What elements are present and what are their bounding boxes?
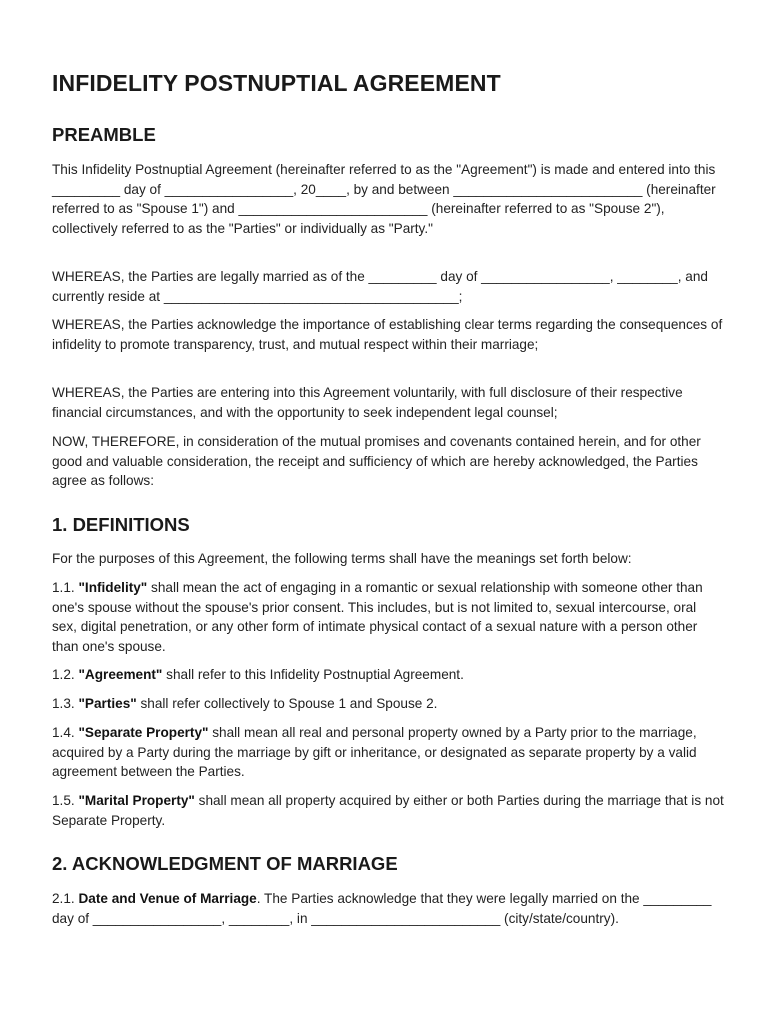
- preamble-intro-paragraph: This Infidelity Postnuptial Agreement (hereinafter referred to as the "Agreement") is made and entered into this _________ day of _________________, 20____, by and between _________________________ (hereinafter referred to as "Spouse 1") and _________________________ (hereinafter referred to as "Spouse 2"), collectively referred to as the "Parties" or individually as "Party.": [52, 162, 716, 236]
- whereas-voluntary-paragraph: WHEREAS, the Parties are entering into this Agreement voluntarily, with full disclosure of their respective financial circumstances, and with the opportunity to seek independent legal counsel;: [52, 385, 683, 420]
- clause-term: Date and Venue of Marriage: [78, 891, 257, 906]
- definition-number: 1.1.: [52, 580, 75, 595]
- whereas-consequences-paragraph: WHEREAS, the Parties acknowledge the importance of establishing clear terms regarding the consequences of infidelity to promote transparency, trust, and mutual respect within their marriage;: [52, 317, 723, 352]
- acknowledgment-heading: 2. ACKNOWLEDGMENT OF MARRIAGE: [52, 853, 398, 874]
- definition-text: shall mean all property acquired by either or both Parties during the marriage that is not Separate Property.: [52, 793, 724, 828]
- document-title: INFIDELITY POSTNUPTIAL AGREEMENT: [52, 70, 501, 96]
- clause-number: 2.1.: [52, 891, 75, 906]
- preamble-heading: PREAMBLE: [52, 124, 156, 145]
- clause-text: . The Parties acknowledge that they were legally married on the _________ day of _________________, ________, in _________________________ (city/state/country).: [52, 891, 712, 926]
- definition-term: "Separate Property": [78, 725, 209, 740]
- definition-term: "Parties": [78, 696, 137, 711]
- definition-text: shall mean all real and personal property owned by a Party prior to the marriage, acquired by a Party during the marriage by gift or inheritance, or designated as separate property by a valid agreement between the Parties.: [52, 725, 697, 779]
- definition-item-separate-property: [52, 723, 724, 782]
- definition-term: "Agreement": [78, 667, 163, 682]
- definition-number: 1.3.: [52, 696, 75, 711]
- definition-number: 1.4.: [52, 725, 75, 740]
- definition-text: shall refer to this Infidelity Postnuptial Agreement.: [166, 667, 464, 682]
- definition-term: "Infidelity": [78, 580, 148, 595]
- now-therefore-paragraph: NOW, THEREFORE, in consideration of the mutual promises and covenants contained herein, and for other good and valuable consideration, the receipt and sufficiency of which are hereby acknowledged, the Parties agree as follows:: [52, 434, 701, 488]
- definition-item-marital-property: [52, 791, 724, 830]
- definition-item-infidelity: [52, 578, 724, 656]
- definition-number: 1.5.: [52, 793, 75, 808]
- definitions-heading: 1. DEFINITIONS: [52, 514, 190, 535]
- definition-number: 1.2.: [52, 667, 75, 682]
- definition-text: shall mean the act of engaging in a romantic or sexual relationship with someone other than one's spouse without the spouse's prior consent. This includes, but is not limited to, sexual intercourse, oral sex, digital penetration, or any other form of intimate physical contact of a sexual nature with a person other than one's spouse.: [52, 580, 703, 654]
- whereas-marriage-paragraph: WHEREAS, the Parties are legally married as of the _________ day of _________________, ________, and currently reside at _______________________________________;: [52, 269, 708, 304]
- definition-text: shall refer collectively to Spouse 1 and Spouse 2.: [140, 696, 438, 711]
- definitions-intro-paragraph: For the purposes of this Agreement, the following terms shall have the meanings set forth below:: [52, 551, 632, 566]
- definition-term: "Marital Property": [78, 793, 195, 808]
- acknowledgment-item-date-venue: [52, 889, 724, 928]
- definition-item-parties: [52, 694, 724, 714]
- definition-item-agreement: [52, 665, 724, 685]
